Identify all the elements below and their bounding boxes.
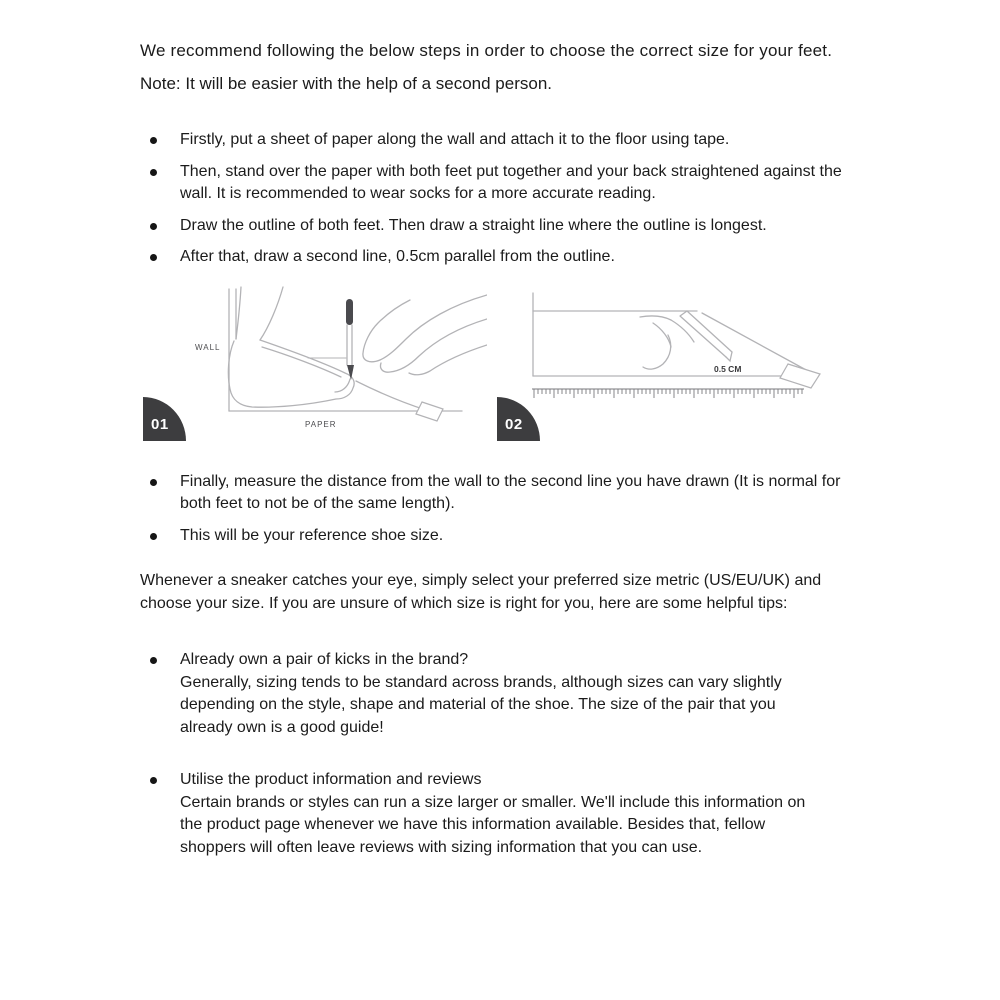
- bullet-icon: [150, 479, 157, 486]
- pencil-shaft: [347, 325, 352, 365]
- tip-title: Utilise the product information and reviews: [180, 771, 482, 788]
- paper-label: PAPER: [305, 419, 337, 429]
- tips-intro-paragraph: Whenever a sneaker catches your eye, simply select your preferred size metric (US/EU/UK) and choose your size. If you are unsure of which size is right for you, here are some helpful tips:: [140, 572, 822, 612]
- leg-front-line: [260, 287, 283, 340]
- bullet-icon: [150, 254, 157, 261]
- figure-01-foot-tracing: [140, 283, 487, 445]
- hand-curve-mid: [671, 320, 694, 342]
- figure-02-second-line: [490, 283, 850, 445]
- tip-body: Certain brands or styles can run a size larger or smaller. We'll include this information on the product page whenever we have this information available. Besides that, fellow shoppers will often leave reviews with sizing information that you can use.: [180, 793, 806, 856]
- step-text: Finally, measure the distance from the wall to the second line you have drawn (It is normal for both feet to not be of the same length).: [180, 472, 841, 512]
- pointer-line: [702, 313, 808, 371]
- wall-label: WALL: [195, 342, 221, 352]
- list-item: [140, 649, 1000, 739]
- bullet-icon: [150, 223, 157, 230]
- hand-thumb: [409, 345, 487, 375]
- instep-line: [262, 347, 341, 377]
- ruler-ticks: [534, 389, 802, 398]
- measuring-steps-list: [140, 129, 1000, 269]
- hand-finger-mid: [380, 319, 487, 372]
- drawn-arc: [335, 379, 350, 392]
- figure-02-badge: 02: [497, 397, 540, 441]
- pencil-tip: [347, 365, 354, 380]
- measure-label: 0.5 CM: [714, 363, 742, 374]
- pencil-tip: [726, 352, 732, 361]
- tip-text: [180, 769, 825, 859]
- step-text: This will be your reference shoe size.: [180, 526, 444, 544]
- paper-corner-flag: [416, 402, 443, 421]
- step-text: Firstly, put a sheet of paper along the wall and attach it to the floor using tape.: [180, 131, 730, 148]
- pointer-line: [356, 381, 426, 410]
- tip-body: Generally, sizing tends to be standard across brands, although sizes can vary slightly depending on the style, shape and material of the shoe. The size of the pair that you already own is a good guide!: [180, 673, 782, 736]
- tip-text: [180, 649, 825, 739]
- step-text: Then, stand over the paper with both feet put together and your back straightened against the wall. It is recommended to wear socks for a more accurate reading.: [180, 162, 842, 202]
- bullet-icon: [150, 137, 157, 144]
- bullet-icon: [150, 657, 157, 664]
- tip-title: Already own a pair of kicks in the brand?: [180, 651, 469, 668]
- list-item: [140, 161, 1000, 206]
- bullet-icon: [150, 777, 157, 784]
- list-item: [140, 525, 1000, 548]
- bullet-icon: [150, 533, 157, 540]
- paper-corner-flag: [780, 364, 820, 388]
- list-item: [140, 246, 1000, 269]
- measuring-steps-list-continued: [140, 471, 1000, 548]
- hand-curve-top: [640, 316, 671, 320]
- foot-outline: [228, 340, 354, 407]
- ruler-measure-illustration: [490, 283, 850, 445]
- intro-paragraph: We recommend following the below steps in order to choose the correct size for your feet.: [140, 41, 833, 60]
- list-item: [140, 769, 1000, 859]
- bullet-icon: [150, 169, 157, 176]
- note-paragraph: Note: It will be easier with the help of a second person.: [140, 74, 553, 93]
- foot-against-wall-illustration: [140, 283, 487, 445]
- drawn-arc: [643, 335, 671, 369]
- tips-list: [140, 649, 1000, 859]
- figure-01-badge: 01: [143, 397, 186, 441]
- hand-fingertip: [363, 300, 410, 362]
- step-text: Draw the outline of both feet. Then draw a straight line where the outline is longest.: [180, 216, 767, 234]
- leg-back-line: [236, 287, 241, 339]
- instruction-figures: [140, 283, 1000, 445]
- list-item: [140, 471, 1000, 516]
- list-item: [140, 215, 1000, 238]
- pencil-cap: [346, 299, 353, 325]
- step-text: After that, draw a second line, 0.5cm parallel from the outline.: [180, 248, 615, 265]
- list-item: [140, 129, 1000, 152]
